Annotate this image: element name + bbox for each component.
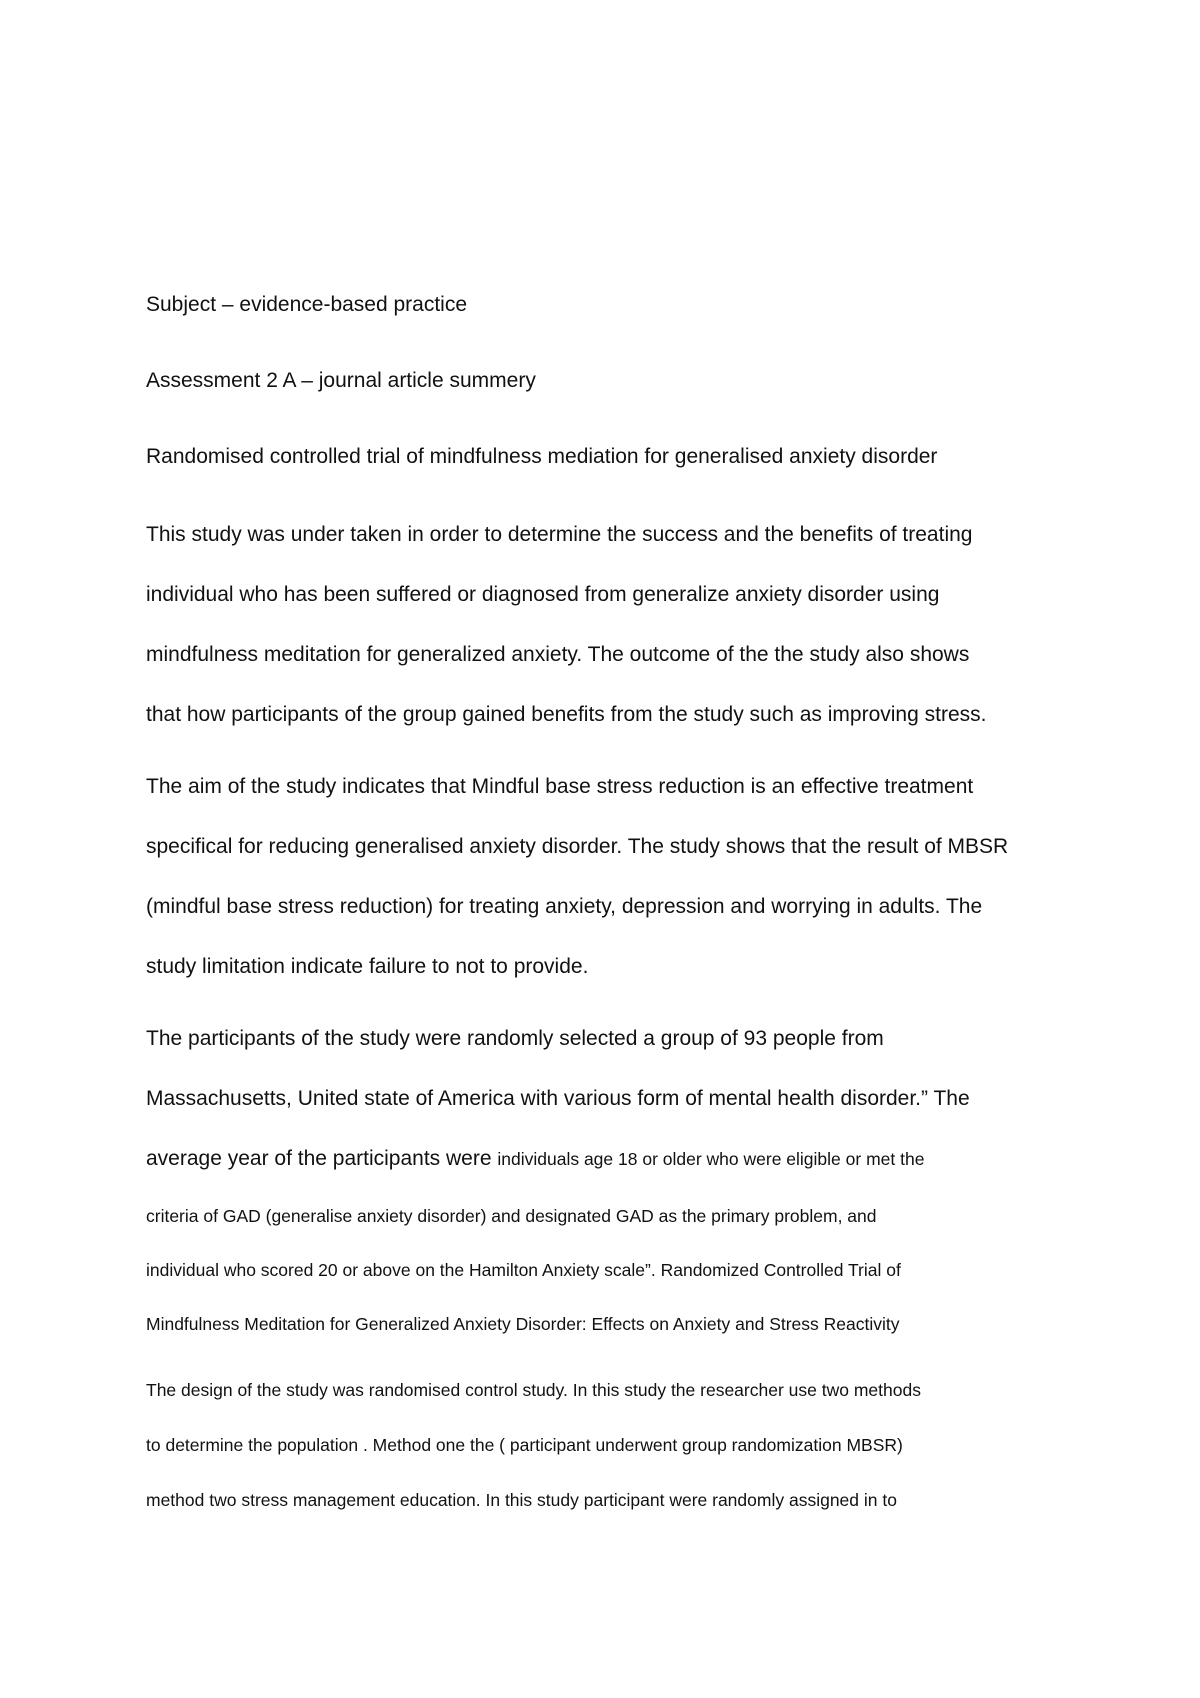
paragraph-purpose (146, 505, 1066, 745)
paragraph-line: individual who scored 20 or above on the Hamilton Anxiety scale”. Randomized Controlled Trial of (146, 1260, 901, 1280)
paragraph-line: Massachusetts, United state of America with various form of mental health disorder.” The (146, 1087, 970, 1110)
paragraph-line: method two stress management education. In this study participant were randomly assigned in to (146, 1490, 897, 1510)
assessment-line: Assessment 2 A – journal article summery (146, 369, 536, 392)
document-body (146, 291, 1066, 1540)
paragraph-line: The participants of the study were randomly selected a group of 93 people from (146, 1027, 884, 1050)
paragraph-line: to determine the population . Method one the ( participant underwent group randomization MBSR) (146, 1435, 903, 1455)
paragraph-text-large: average year of the participants were (146, 1147, 498, 1170)
paragraph-line: The aim of the study indicates that Mindful base stress reduction is an effective treatment (146, 775, 974, 798)
paragraph-line: that how participants of the group gained benefits from the study such as improving stress. (146, 703, 987, 726)
paragraph-line-mixed (146, 1129, 1066, 1189)
paragraph-line: The design of the study was randomised control study. In this study the researcher use two methods (146, 1380, 921, 1400)
paragraph-line: Mindfulness Meditation for Generalized Anxiety Disorder: Effects on Anxiety and Stress Reactivity (146, 1314, 900, 1334)
paragraph-text-small: individuals age 18 or older who were eligible or met the (497, 1149, 925, 1169)
paragraph-participants (146, 1009, 1066, 1351)
paragraph-line: study limitation indicate failure to not to provide. (146, 955, 589, 978)
paragraph-aim (146, 757, 1066, 997)
paragraph-line: This study was under taken in order to determine the success and the benefits of treating (146, 523, 973, 546)
paragraph-line: criteria of GAD (generalise anxiety disorder) and designated GAD as the primary problem, and (146, 1206, 877, 1226)
paragraph-line: (mindful base stress reduction) for treating anxiety, depression and worrying in adults. The (146, 895, 983, 918)
subject-line: Subject – evidence-based practice (146, 293, 468, 316)
paragraph-line: mindfulness meditation for generalized anxiety. The outcome of the the study also shows (146, 643, 970, 666)
paragraph-design (146, 1363, 1066, 1528)
paragraph-line: specifical for reducing generalised anxiety disorder. The study shows that the result of MBSR (146, 835, 1009, 858)
article-title: Randomised controlled trial of mindfulness mediation for generalised anxiety disorder (146, 445, 938, 468)
paragraph-line: individual who has been suffered or diagnosed from generalize anxiety disorder using (146, 583, 940, 606)
